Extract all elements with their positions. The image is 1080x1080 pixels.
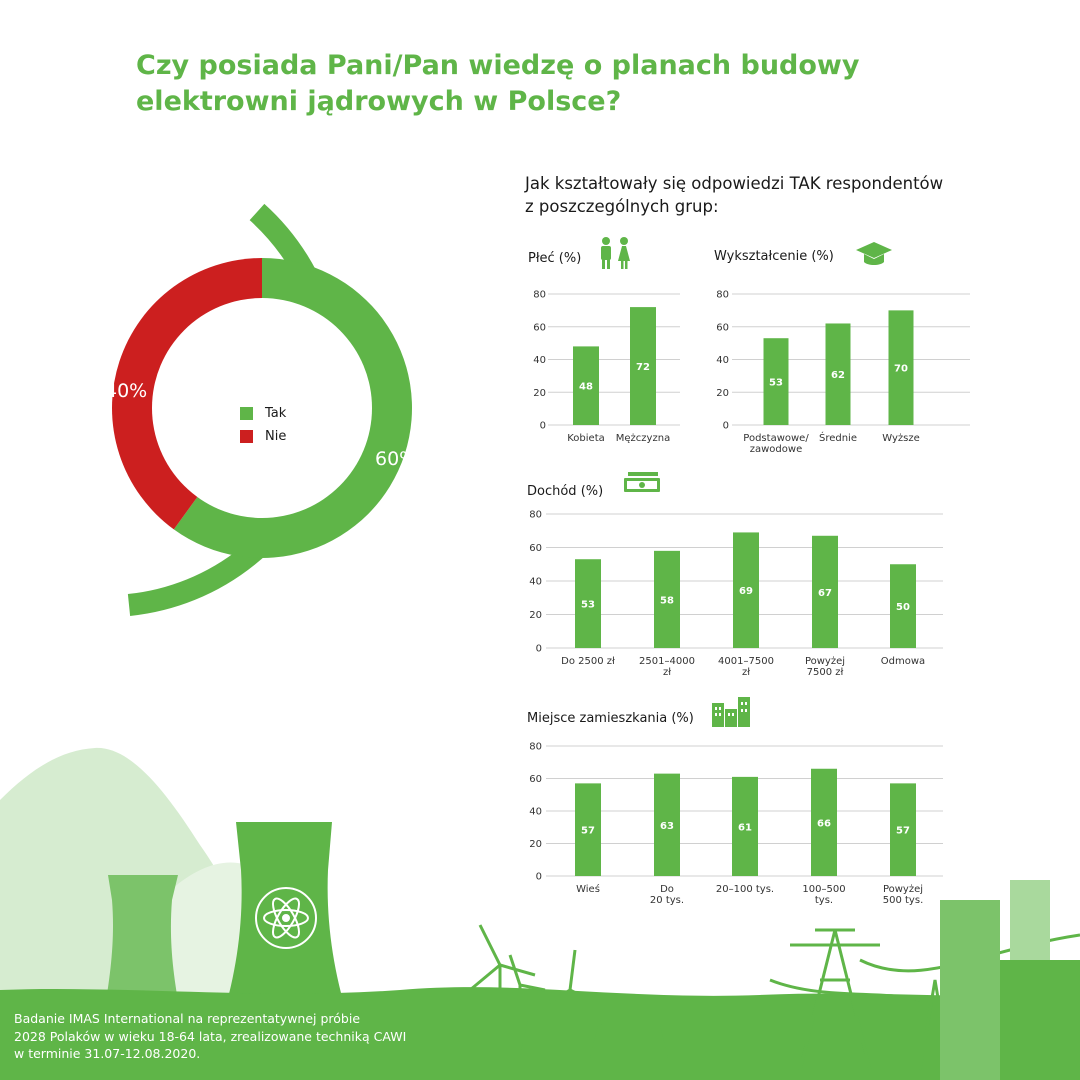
data-label: 61 — [738, 822, 752, 834]
buildings-icon — [712, 697, 750, 727]
y-tick-label: 60 — [529, 774, 542, 785]
data-label: 57 — [581, 825, 595, 837]
title-line: Czy posiada Pani/Pan wiedzę o planach budowy — [136, 50, 860, 81]
data-label: 66 — [817, 818, 831, 830]
y-tick-label: 80 — [533, 289, 546, 301]
slice-label-nie: 40% — [105, 380, 148, 402]
y-tick-label: 0 — [535, 871, 542, 883]
category-label: Odmowa — [880, 656, 926, 667]
title-line: elektrowni jądrowych w Polsce? — [136, 86, 622, 117]
category-label: Podstawowe/ — [743, 433, 809, 444]
bar-chart-1 — [528, 237, 680, 444]
category-label: 20–100 tys. — [715, 884, 775, 895]
legend-label: Tak — [265, 406, 287, 421]
y-tick-label: 60 — [533, 322, 546, 334]
y-tick-label: 0 — [539, 420, 546, 432]
category-label: Do 2500 zł — [561, 656, 615, 667]
y-tick-label: 60 — [716, 322, 729, 334]
chart-title: Wykształcenie (%) — [714, 249, 834, 264]
data-label: 72 — [636, 362, 650, 374]
category-label: 7500 zł — [806, 667, 844, 678]
data-label: 63 — [660, 820, 674, 832]
y-tick-label: 40 — [716, 355, 729, 366]
category-label: Powyżej — [882, 884, 924, 895]
y-tick-label: 80 — [529, 509, 542, 521]
category-label: 2501–4000 — [639, 656, 695, 667]
y-tick-label: 20 — [716, 387, 729, 399]
y-tick-label: 40 — [529, 576, 542, 588]
bar-chart-2 — [714, 242, 970, 455]
category-label: zł — [662, 667, 672, 678]
data-label: 57 — [896, 825, 910, 837]
data-label: 69 — [739, 586, 753, 598]
y-tick-label: 0 — [535, 643, 542, 655]
category-label: Kobieta — [567, 433, 605, 444]
footnote-line: Badanie IMAS International na reprezentatywnej próbie — [14, 1011, 361, 1026]
category-label: tys. — [814, 895, 834, 906]
category-label: Wieś — [576, 884, 600, 895]
data-label: 67 — [818, 587, 832, 599]
chart-title: Dochód (%) — [527, 484, 604, 499]
bar-chart-4 — [527, 697, 943, 906]
subtitle-line: z poszczególnych grup: — [525, 197, 719, 216]
category-label: Wyższe — [882, 433, 920, 444]
y-tick-label: 40 — [533, 355, 546, 366]
category-label: 100–500 — [802, 884, 846, 895]
y-tick-label: 80 — [529, 741, 542, 753]
y-tick-label: 20 — [529, 610, 542, 621]
category-label: zawodowe — [749, 444, 803, 455]
chart-title: Miejsce zamieszkania (%) — [527, 711, 694, 726]
data-label: 50 — [896, 602, 910, 614]
footnote — [14, 1010, 454, 1063]
chart-title: Płeć (%) — [528, 251, 582, 266]
data-label: 53 — [581, 599, 595, 611]
data-label: 48 — [579, 381, 593, 393]
man-woman-icon — [601, 237, 630, 269]
y-tick-label: 80 — [716, 289, 729, 301]
category-label: Średnie — [818, 433, 858, 444]
y-tick-label: 20 — [529, 839, 542, 850]
category-label: 500 tys. — [882, 895, 924, 906]
category-label: 20 tys. — [649, 895, 685, 906]
data-label: 53 — [769, 377, 783, 389]
footnote-line: 2028 Polaków w wieku 18-64 lata, zrealizowane techniką CAWI — [14, 1028, 407, 1044]
y-tick-label: 0 — [722, 420, 729, 432]
slice-label-tak: 60% — [375, 448, 418, 470]
data-label: 70 — [894, 363, 908, 375]
banknote-icon — [624, 472, 660, 492]
bar-chart-3 — [527, 472, 943, 678]
data-label: 62 — [831, 370, 845, 382]
y-tick-label: 60 — [529, 543, 542, 554]
graduation-cap-icon — [856, 242, 892, 265]
category-label: Mężczyzna — [615, 433, 671, 444]
y-tick-label: 40 — [529, 806, 542, 818]
category-label: Do — [660, 884, 674, 895]
subtitle-line: Jak kształtowały się odpowiedzi TAK respondentów — [525, 174, 944, 193]
y-tick-label: 20 — [533, 387, 546, 399]
category-label: Powyżej — [804, 656, 846, 667]
data-label: 58 — [660, 595, 674, 607]
footnote-line: w terminie 31.07-12.08.2020. — [14, 1046, 201, 1061]
legend-label: Nie — [265, 429, 287, 444]
category-label: 4001–7500 — [718, 656, 774, 667]
category-label: zł — [741, 667, 751, 678]
